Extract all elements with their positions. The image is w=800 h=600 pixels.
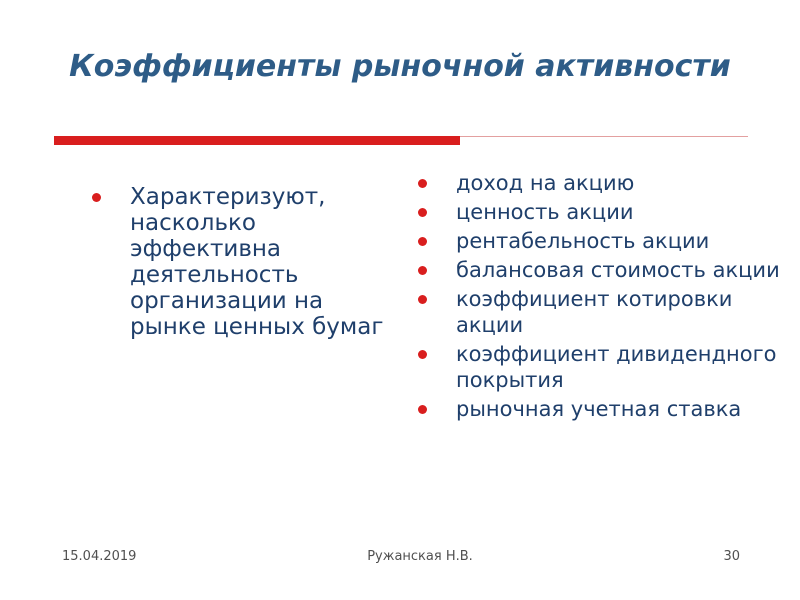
list-item-text: рентабельность акции [456,229,710,253]
bullet-dot-icon [418,350,427,359]
list-item [414,396,800,422]
list-item [414,257,800,283]
list-item [414,170,800,196]
footer-date: 15.04.2019 [62,549,137,564]
left-bullet-list [88,184,388,340]
footer-author: Ружанская Н.В. [367,549,473,564]
list-item [414,341,800,393]
list-item [88,184,388,340]
list-item-text: Характеризуют, насколько эффективна деятельность организации на рынке ценных бумаг [130,184,384,340]
list-item [414,286,800,338]
list-item-text: балансовая стоимость акции [456,258,780,282]
page-number: 30 [723,549,740,564]
bullet-dot-icon [418,208,427,217]
right-bullet-list [414,170,800,425]
list-item-text: ценность акции [456,200,634,224]
list-item [414,228,800,254]
bullet-dot-icon [418,295,427,304]
list-item-text: доход на акцию [456,171,635,195]
bullet-dot-icon [418,405,427,414]
list-item [414,199,800,225]
bullet-dot-icon [418,237,427,246]
list-item-text: коэффициент дивидендного покрытия [456,342,777,392]
title-divider-thick [54,136,460,145]
list-item-text: коэффициент котировки акции [456,287,733,337]
bullet-dot-icon [92,193,101,202]
slide-title: Коэффициенты рыночной активности [69,49,731,84]
bullet-dot-icon [418,266,427,275]
list-item-text: рыночная учетная ставка [456,397,742,421]
bullet-dot-icon [418,179,427,188]
